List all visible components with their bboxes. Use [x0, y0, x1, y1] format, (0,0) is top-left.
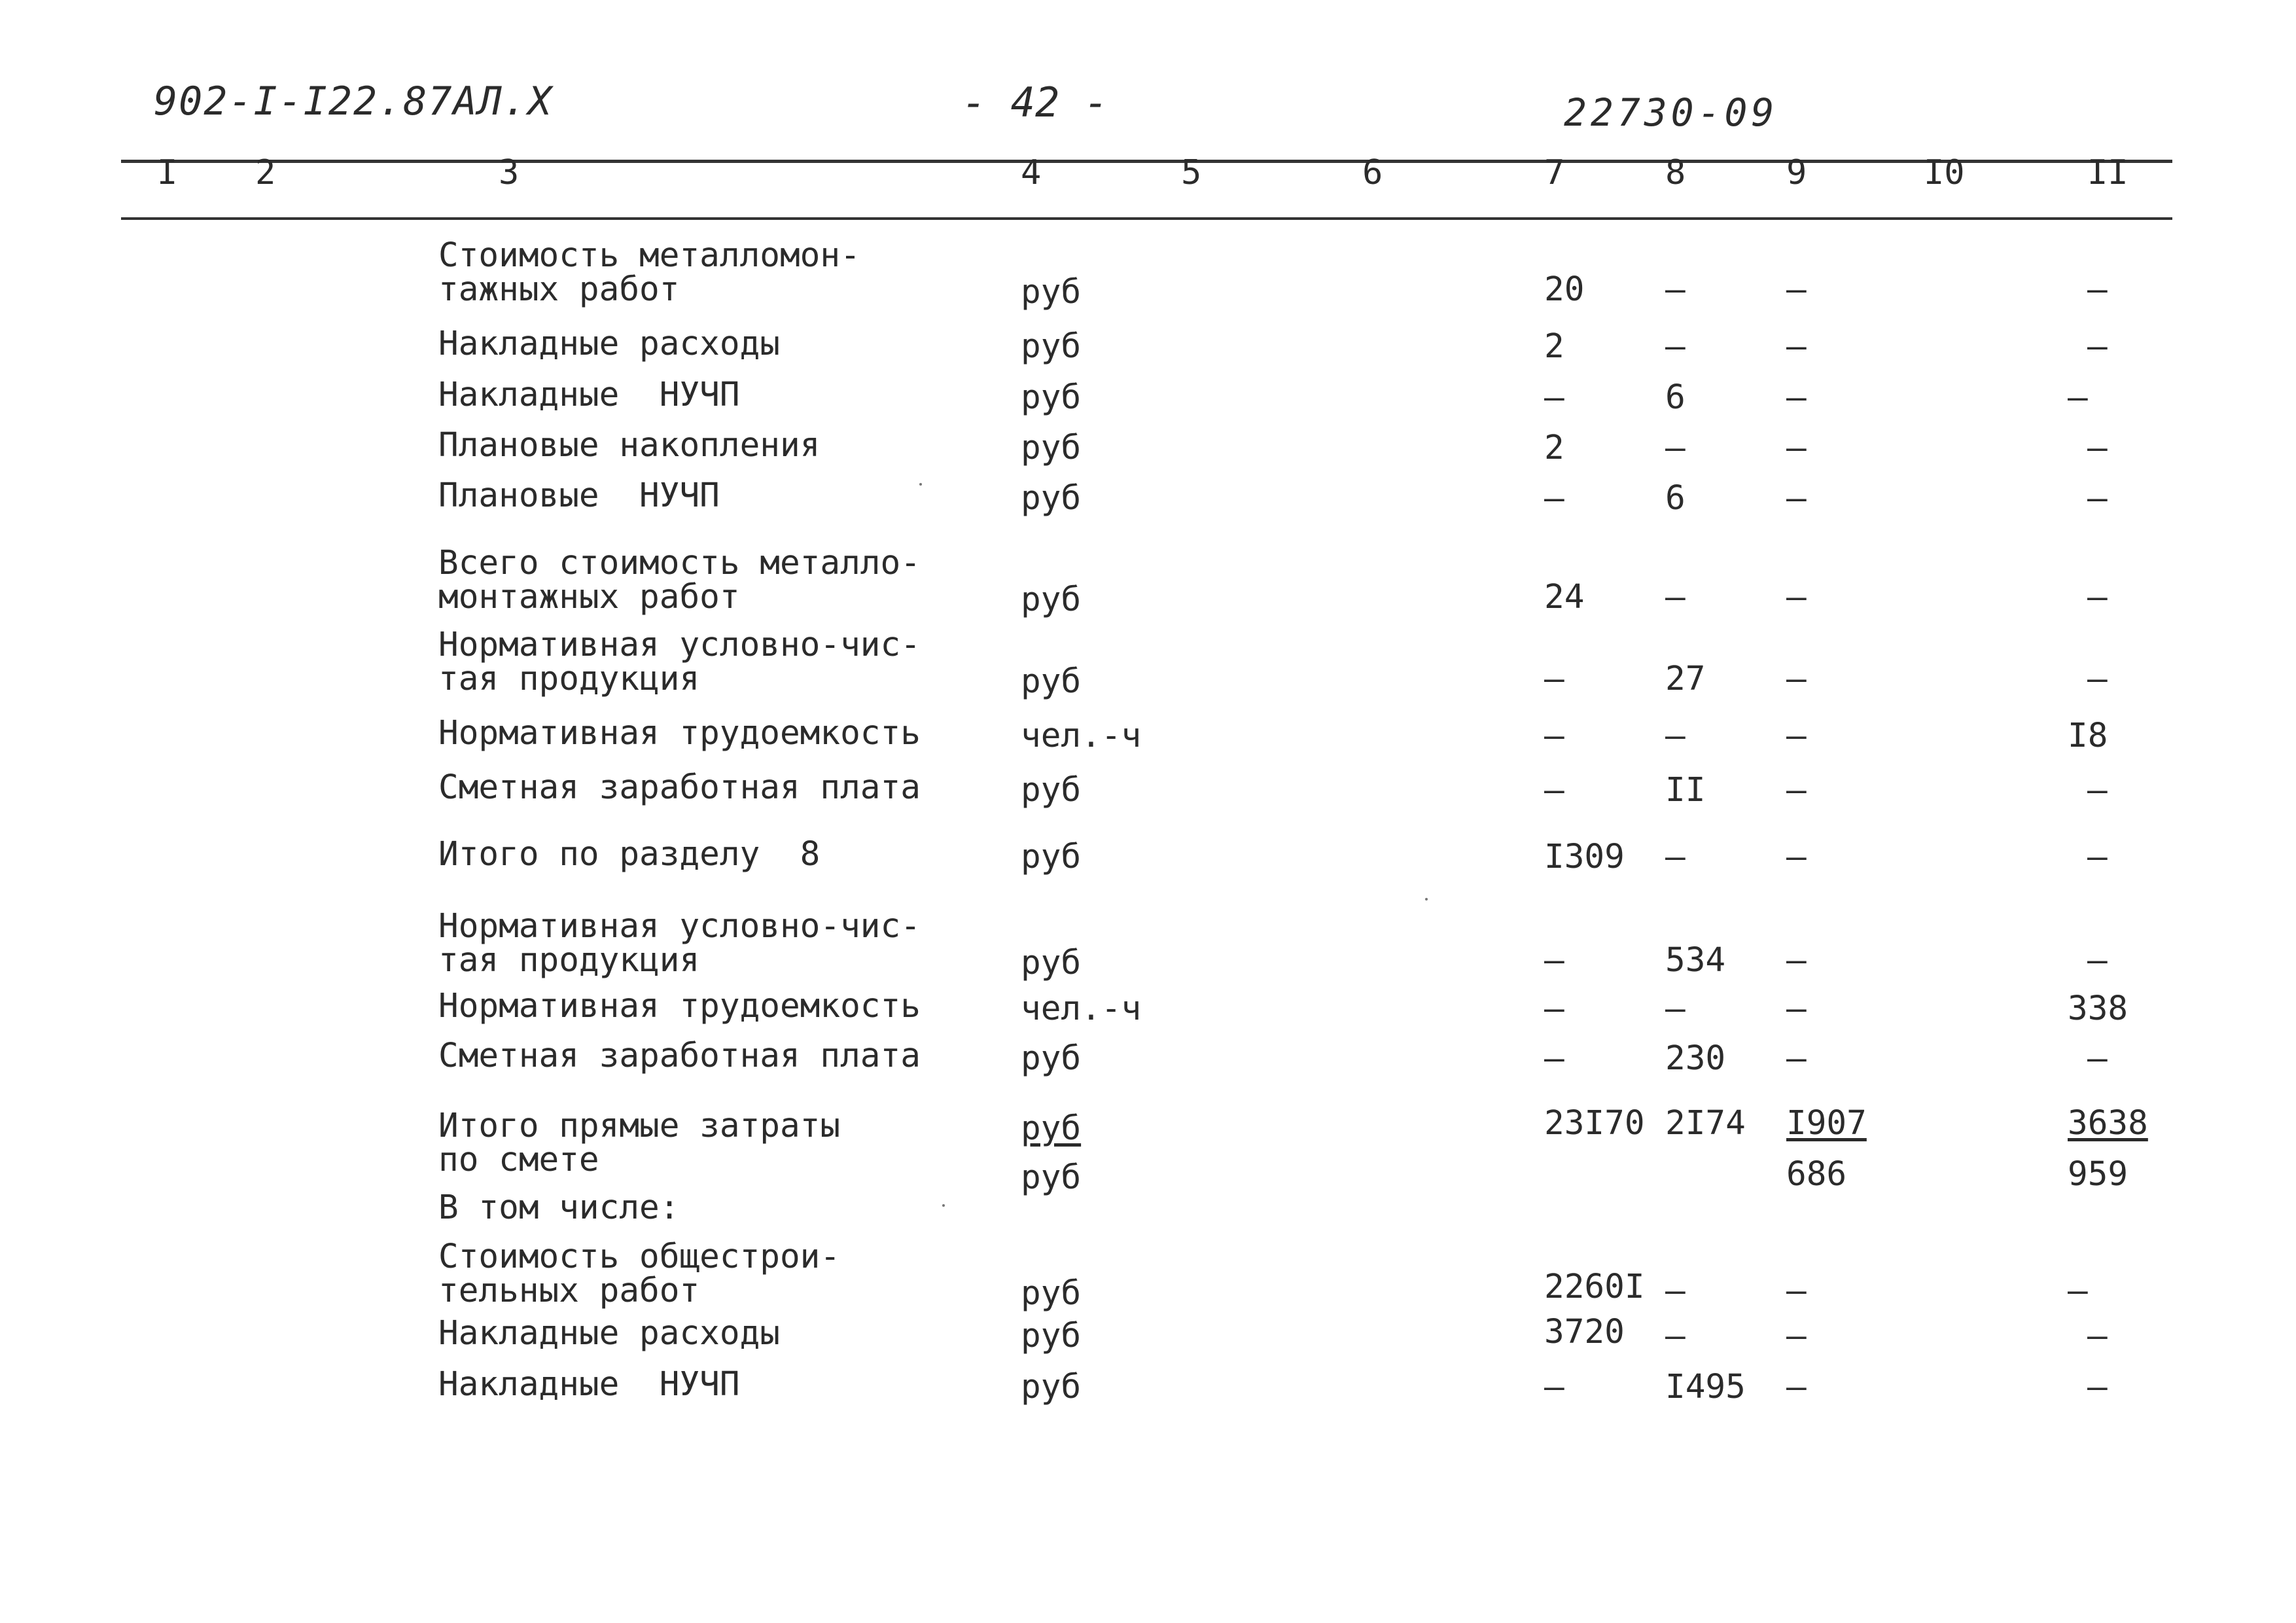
row-unit: руб — [1021, 378, 1082, 417]
cell-col7: 2260I — [1544, 1268, 1645, 1306]
column-number-9: 9 — [1786, 153, 1807, 192]
row-unit: руб — [1021, 1039, 1082, 1078]
row-unit: руб — [1021, 771, 1082, 810]
cell-col11: – — [2068, 378, 2088, 417]
row-unit: руб — [1021, 662, 1082, 701]
column-number-4: 4 — [1021, 153, 1042, 192]
cell-col9: – — [1786, 327, 1807, 366]
cell-col9: – — [1786, 990, 1807, 1028]
cell-col9: – — [1786, 578, 1807, 616]
archive-number: 22730-09 — [1564, 90, 1778, 135]
row-label: Накладные НУЧП — [438, 1365, 740, 1404]
cell-col8: 6 — [1665, 479, 1686, 518]
scan-speck — [942, 1204, 945, 1207]
cell-col8: – — [1665, 429, 1686, 467]
cell-col7: – — [1544, 717, 1564, 755]
column-number-3: 3 — [499, 153, 520, 192]
cell-col11: – — [2087, 1317, 2108, 1355]
cell-col8: 534 — [1665, 941, 1726, 980]
page-number: - 42 - — [962, 79, 1108, 126]
row-unit: руб — [1021, 944, 1082, 982]
row-label: Нормативная условно-чис- тая продукция — [438, 907, 921, 980]
cell-col7: – — [1544, 378, 1564, 417]
cell-col11: – — [2087, 838, 2108, 876]
cell-col8: – — [1665, 578, 1686, 616]
cell-col11: – — [2087, 1368, 2108, 1406]
row-unit: руб — [1021, 429, 1082, 467]
cell-col8: – — [1665, 838, 1686, 876]
cell-col7: 23I70 — [1544, 1104, 1645, 1143]
cell-col9: – — [1786, 838, 1807, 876]
cell-col8: 2I74 — [1665, 1104, 1746, 1143]
cell-col8: – — [1665, 270, 1686, 309]
cell-col8: 27 — [1665, 660, 1706, 698]
row-label: Накладные расходы — [438, 1314, 780, 1353]
cell-col11: – — [2087, 660, 2108, 698]
row-label: Нормативная условно-чис- тая продукция — [438, 626, 921, 698]
scan-speck — [919, 483, 922, 486]
cell-col8: II — [1665, 771, 1706, 810]
cell-col11: – — [2087, 1039, 2108, 1078]
row-unit: руб — [1021, 580, 1082, 619]
cell-col8: I495 — [1665, 1368, 1746, 1406]
cell-col7: – — [1544, 660, 1564, 698]
column-number-7: 7 — [1544, 153, 1565, 192]
row-unit: руб — [1021, 1317, 1082, 1355]
row-label: Всего стоимость металло- монтажных работ — [438, 544, 921, 616]
cell-col9: – — [1786, 479, 1807, 518]
cell-col9: – — [1786, 1368, 1807, 1406]
cell-col11-secondary: 959 — [2068, 1155, 2128, 1194]
row-label: Плановые накопления — [438, 426, 821, 465]
cell-col9: – — [1786, 1317, 1807, 1355]
cell-col7: I309 — [1544, 838, 1625, 876]
cell-col7: – — [1544, 941, 1564, 980]
row-unit: руб — [1021, 327, 1082, 366]
cell-col8: – — [1665, 1317, 1686, 1355]
row-unit: чел.-ч — [1021, 990, 1142, 1028]
cell-col8: 6 — [1665, 378, 1686, 417]
cell-col7: 20 — [1544, 270, 1585, 309]
cell-col7: 3720 — [1544, 1313, 1625, 1351]
cell-col9: – — [1786, 660, 1807, 698]
cell-col11: – — [2068, 1272, 2088, 1310]
cell-col7: 2 — [1544, 327, 1564, 366]
column-number-6: 6 — [1362, 153, 1383, 192]
cell-col7: 2 — [1544, 429, 1564, 467]
cell-col8: 230 — [1665, 1039, 1726, 1078]
cell-col8: – — [1665, 990, 1686, 1028]
row-label: Плановые НУЧП — [438, 476, 720, 515]
row-unit: чел.-ч — [1021, 717, 1142, 755]
column-number-11: II — [2087, 153, 2128, 192]
cell-col11: – — [2087, 429, 2108, 467]
row-label: Стоимость металломон- тажных работ — [438, 236, 860, 309]
column-number-2: 2 — [255, 153, 276, 192]
scan-speck — [1425, 898, 1428, 901]
cell-col8: – — [1665, 717, 1686, 755]
cell-col11: I8 — [2068, 717, 2108, 755]
cell-col11: – — [2087, 479, 2108, 518]
row-unit: руб — [1021, 273, 1082, 312]
cell-col9: – — [1786, 941, 1807, 980]
row-label: Сметная заработная плата — [438, 1037, 921, 1075]
row-label: В том числе: — [438, 1188, 680, 1227]
row-label: Итого прямые затраты по смете — [438, 1107, 841, 1179]
row-unit: руб — [1021, 1274, 1082, 1313]
cell-col11: – — [2087, 327, 2108, 366]
cell-col11: 3638 — [2068, 1104, 2148, 1143]
row-label: Сметная заработная плата — [438, 768, 921, 807]
document-code: 902-I-I22.87АЛ.X — [154, 79, 553, 124]
cell-col11: – — [2087, 771, 2108, 810]
cell-col8: – — [1665, 327, 1686, 366]
cell-col7: – — [1544, 479, 1564, 518]
cell-col11: – — [2087, 270, 2108, 309]
cell-col9: – — [1786, 717, 1807, 755]
row-label: Нормативная трудоемкость — [438, 714, 921, 753]
cell-col9: – — [1786, 378, 1807, 417]
row-label: Стоимость общестрои- тельных работ — [438, 1238, 841, 1310]
cell-col9: – — [1786, 429, 1807, 467]
cell-col7: – — [1544, 1368, 1564, 1406]
row-label: Итого по разделу 8 — [438, 835, 821, 874]
row-unit: руб — [1021, 479, 1082, 518]
cell-col11: 338 — [2068, 990, 2128, 1028]
row-unit-secondary: руб — [1021, 1158, 1082, 1197]
cell-col8: – — [1665, 1272, 1686, 1310]
cell-col7: – — [1544, 990, 1564, 1028]
cell-col9: – — [1786, 1039, 1807, 1078]
cell-col9-secondary: 686 — [1786, 1155, 1847, 1194]
row-label: Накладные НУЧП — [438, 376, 740, 414]
column-number-1: I — [157, 153, 178, 192]
row-unit: руб — [1021, 838, 1082, 876]
column-number-5: 5 — [1181, 153, 1202, 192]
row-unit: руб — [1021, 1109, 1082, 1148]
row-label: Нормативная трудоемкость — [438, 987, 921, 1026]
header-rule-bottom — [121, 217, 2172, 220]
column-number-10: I0 — [1924, 153, 1965, 192]
cell-col11: – — [2087, 578, 2108, 616]
cell-col9: – — [1786, 771, 1807, 810]
column-number-8: 8 — [1665, 153, 1686, 192]
cell-col7: – — [1544, 1039, 1564, 1078]
row-label: Накладные расходы — [438, 325, 780, 363]
header-rule-top — [121, 160, 2172, 163]
cell-col9: – — [1786, 1272, 1807, 1310]
row-unit: руб — [1021, 1368, 1082, 1406]
cell-col9: – — [1786, 270, 1807, 309]
cell-col11: – — [2087, 941, 2108, 980]
cell-col7: 24 — [1544, 578, 1585, 616]
cell-col9: I907 — [1786, 1104, 1867, 1143]
cell-col7: – — [1544, 771, 1564, 810]
